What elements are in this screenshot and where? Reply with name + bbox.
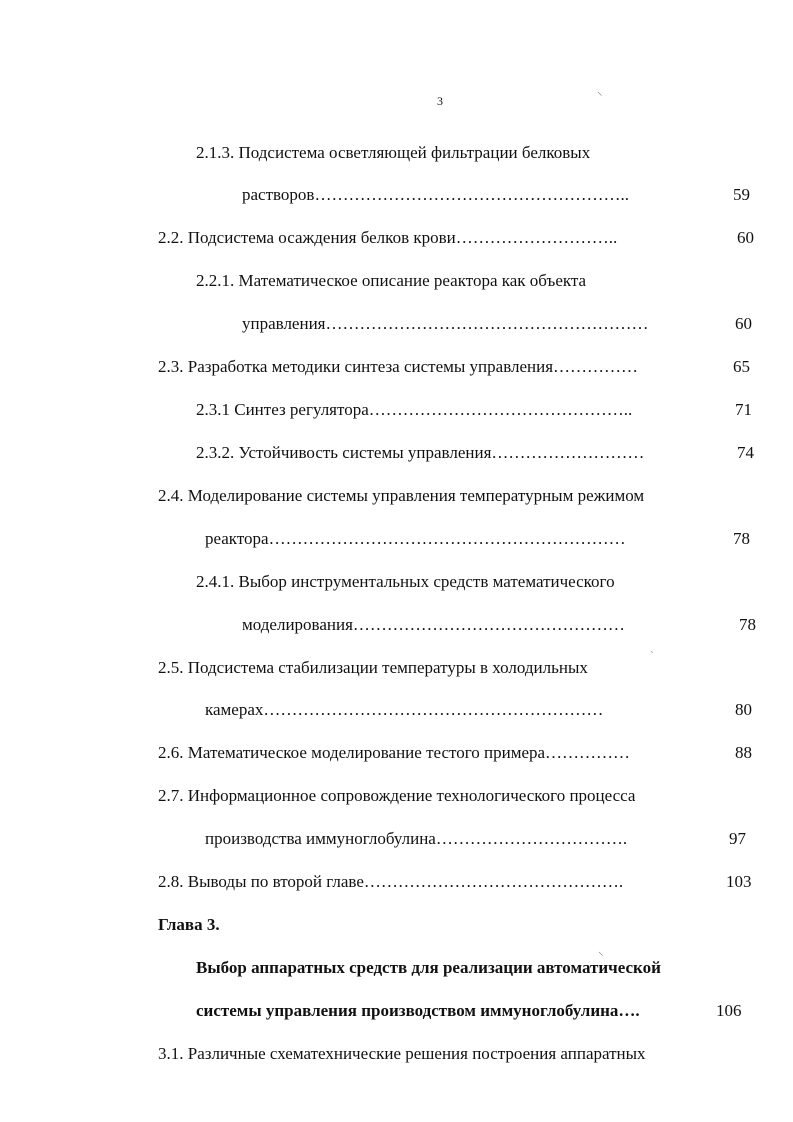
toc-entry-text: управления………………………………………………… xyxy=(242,314,649,333)
toc-page-number: 71 xyxy=(735,400,752,419)
toc-entry-text: 2.4.1. Выбор инструментальных средств математического xyxy=(196,572,615,591)
toc-page-number: 59 xyxy=(733,185,750,204)
toc-entry-text: реактора……………………………………………………… xyxy=(205,529,626,548)
toc-entry-text: 3.1. Различные схематехнические решения построения аппаратных xyxy=(158,1044,646,1063)
toc-entry-text: 2.7. Информационное сопровождение технологического процесса xyxy=(158,786,636,805)
scan-mark: ⸜ xyxy=(597,86,603,98)
toc-page-number: 80 xyxy=(735,700,752,719)
toc-page-number: 88 xyxy=(735,743,752,762)
toc-entry-text: 2.6. Математическое моделирование тестого примера…………… xyxy=(158,743,631,762)
toc-page-number: 60 xyxy=(735,314,752,333)
chapter-title: системы управления производством иммуноглобулина…. xyxy=(196,1001,640,1020)
page-number: 3 xyxy=(437,94,443,108)
toc-entry-text: производства иммуноглобулина……………………………. xyxy=(205,829,628,848)
toc-entry-text: 2.5. Подсистема стабилизации температуры в холодильных xyxy=(158,658,588,677)
toc-page-number: 60 xyxy=(737,228,754,247)
toc-entry-text: 2.3. Разработка методики синтеза системы управления…………… xyxy=(158,357,639,376)
toc-entry-text: 2.2.1. Математическое описание реактора как объекта xyxy=(196,271,587,290)
toc-entry-text: 2.1.3. Подсистема осветляющей фильтрации белковых xyxy=(196,143,591,162)
scan-mark: ⸜ xyxy=(598,946,604,958)
toc-entry-text: 2.4. Моделирование системы управления температурным режимом xyxy=(158,486,645,505)
toc-page-number: 74 xyxy=(737,443,754,462)
chapter-title: Выбор аппаратных средств для реализации автоматической xyxy=(196,958,661,977)
toc-entry-text: 2.3.2. Устойчивость системы управления……………………… xyxy=(196,443,645,462)
toc-entry-text: 2.2. Подсистема осаждения белков крови……………………….. xyxy=(158,228,618,247)
scan-mark: ` xyxy=(650,650,654,662)
chapter-heading: Глава 3. xyxy=(158,915,220,934)
toc-page-number: 106 xyxy=(716,1001,742,1020)
toc-page-number: 97 xyxy=(729,829,746,848)
toc-page-number: 65 xyxy=(733,357,750,376)
toc-entry-text: 2.3.1 Синтез регулятора……………………………………….. xyxy=(196,400,633,419)
toc-page-number: 78 xyxy=(733,529,750,548)
toc-entry-text: моделирования………………………………………… xyxy=(242,615,625,634)
toc-page-number: 78 xyxy=(739,615,756,634)
toc-entry-text: растворов……………………………………………….. xyxy=(242,185,629,204)
toc-entry-text: камерах…………………………………………………… xyxy=(205,700,604,719)
toc-page-number: 103 xyxy=(726,872,752,891)
toc-entry-text: 2.8. Выводы по второй главе………………………………………. xyxy=(158,872,624,891)
